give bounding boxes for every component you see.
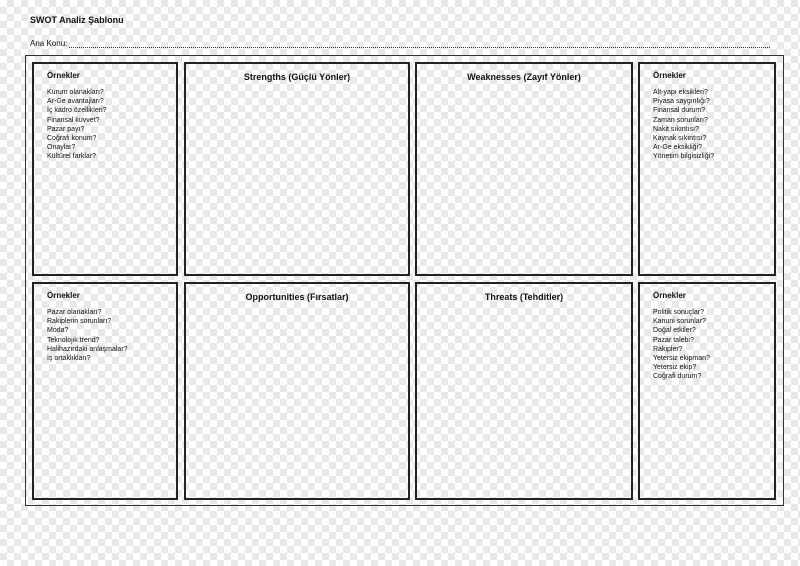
list-item: Kanuni sorunlar? (653, 318, 706, 326)
list-item: Teknolojik trend? (47, 336, 100, 344)
examples-heading: Örnekler (653, 291, 686, 300)
list-item: Rakipler? (653, 345, 683, 353)
list-item: Yetersiz ekip? (653, 364, 697, 372)
examples-list (47, 308, 176, 363)
list-item: Politik sonuçlar? (653, 309, 704, 316)
examples-box-opportunities (32, 282, 178, 500)
strengths-heading: Strengths (Güçlü Yönler) (243, 72, 351, 82)
list-item: Ar-Ge avantajları? (47, 98, 104, 106)
weaknesses-box[interactable] (415, 62, 633, 276)
examples-list (653, 88, 774, 162)
list-item: Piyasa saygınlığı? (653, 98, 710, 106)
examples-box-threats (638, 282, 776, 500)
list-item: Pazar payı? (47, 125, 85, 133)
list-item: Moda? (47, 327, 69, 335)
list-item: Pazar talebi? (653, 336, 694, 344)
list-item: Kültürel farklar? (47, 153, 97, 161)
list-item: Coğrafi durum? (653, 373, 702, 381)
list-item: Finansal durum? (653, 107, 706, 115)
opportunities-heading: Opportunities (Fırsatlar) (245, 292, 349, 302)
topic-row (30, 39, 770, 48)
topic-input-line (69, 39, 770, 48)
list-item: Halihazırdaki anlaşmalar? (47, 345, 128, 353)
examples-heading: Örnekler (653, 71, 686, 80)
list-item: Nakit sıkıntısı? (653, 125, 699, 133)
topic-label: Ana Konu: (30, 39, 68, 48)
list-item: Zaman sorunları? (653, 116, 708, 124)
strengths-box[interactable] (184, 62, 410, 276)
threats-box[interactable] (415, 282, 633, 500)
list-item: Yönetim bilgisizliği? (653, 153, 715, 161)
list-item: Finansal kuvvet? (47, 116, 100, 124)
list-item: Coğrafi konum? (47, 135, 97, 143)
examples-heading: Örnekler (47, 291, 80, 300)
list-item: Doğal etkiler? (653, 327, 696, 335)
opportunities-box[interactable] (184, 282, 410, 500)
examples-box-strengths (32, 62, 178, 276)
list-item: Kurum olanakları? (47, 89, 104, 96)
document-title: SWOT Analiz Şablonu (30, 15, 124, 25)
threats-heading: Threats (Tehditler) (484, 292, 564, 302)
list-item: Ar-Ge eksikliği? (653, 144, 703, 152)
weaknesses-heading: Weaknesses (Zayıf Yönler) (467, 72, 581, 82)
list-item: İş ortaklıkları? (47, 355, 91, 363)
list-item: Alt-yapı eksikleri? (653, 89, 708, 96)
list-item: Yetersiz ekipman? (653, 355, 710, 363)
list-item: Onaylar? (47, 144, 76, 152)
list-item: İç kadro özellikleri? (47, 107, 107, 115)
list-item: Pazar olanakları? (47, 309, 102, 316)
examples-box-weaknesses (638, 62, 776, 276)
list-item: Rakiplerin sorunları? (47, 318, 112, 326)
examples-list (47, 88, 176, 162)
examples-heading: Örnekler (47, 71, 80, 80)
list-item: Kaynak sıkıntısı? (653, 135, 707, 143)
examples-list (653, 308, 774, 382)
